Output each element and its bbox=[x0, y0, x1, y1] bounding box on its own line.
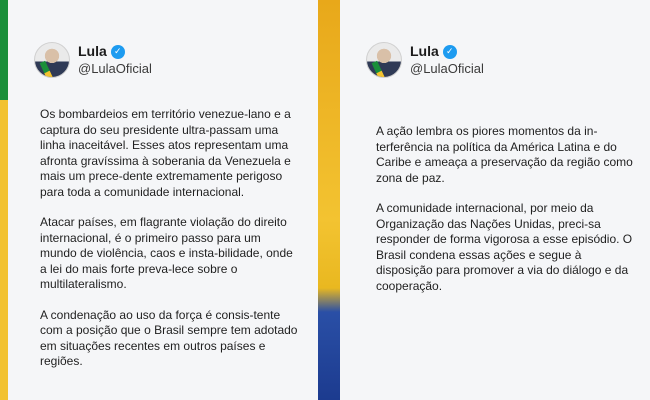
avatar[interactable] bbox=[34, 42, 70, 78]
post-header bbox=[366, 40, 484, 80]
author-handle[interactable]: @LulaOficial bbox=[410, 60, 484, 76]
flag-stripe-left bbox=[0, 0, 8, 400]
avatar[interactable] bbox=[366, 42, 402, 78]
post-paragraph: Os bombardeios em território venezue-lano e a captura do seu presidente ultra-passam uma linha inaceitável. Esses atos representam uma afronta gravíssima à soberania da Venezuela e mais um prece-dente extremamente perigoso para toda a comunidade internacional. bbox=[40, 107, 291, 199]
post-paragraph: A condenação ao uso da força é consis-tente com a posição que o Brasil sempre tem adotado em situações recentes em outros países e regiões. bbox=[40, 307, 298, 368]
post-paragraph: A ação lembra os piores momentos da in-terferência na política da América Latina e do Caribe e ameaça a preservação da região como zona de paz. bbox=[376, 124, 633, 185]
verified-badge-icon: ✓ bbox=[111, 45, 125, 59]
post-text bbox=[40, 107, 298, 385]
post-text bbox=[376, 124, 638, 309]
post-paragraph: A comunidade internacional, por meio da Organização das Nações Unidas, preci-sa responder de forma vigorosa a esse episódio. O Brasil condena essas ações e segue à disposição para promover a via do diálogo e da cooperação. bbox=[376, 201, 633, 293]
post-header bbox=[34, 40, 152, 80]
post-card-right bbox=[340, 0, 650, 400]
author-handle[interactable]: @LulaOficial bbox=[78, 60, 152, 76]
author-name[interactable]: Lula bbox=[410, 43, 439, 60]
flag-stripe-divider bbox=[318, 0, 340, 400]
post-card-left bbox=[8, 0, 318, 400]
verified-badge-icon: ✓ bbox=[443, 45, 457, 59]
author-name[interactable]: Lula bbox=[78, 43, 107, 60]
post-paragraph: Atacar países, em flagrante violação do direito internacional, é o primeiro passo para um mundo de violência, caos e insta-bilidade, onde a lei do mais forte preva-lece sobre o multilateralismo. bbox=[40, 215, 293, 291]
